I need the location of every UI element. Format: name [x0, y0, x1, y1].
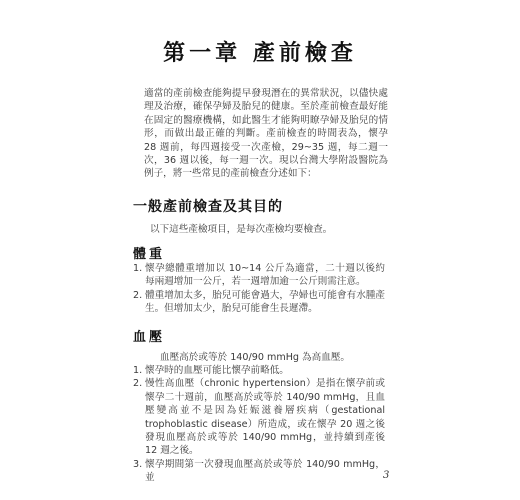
list-number: 1. [133, 365, 143, 376]
page-number: 3 [383, 470, 390, 481]
list-item [133, 364, 385, 377]
list-number: 1. [133, 263, 143, 274]
section-intro: 以下這些產檢項目，是每次產檢均要檢查。 [150, 224, 333, 235]
list-item [133, 262, 385, 289]
list-text: 懷孕總體重增加以 10~14 公斤為適當，二十週以後約每兩週增加一公斤，若一週增加逾一公斤則需注意。 [145, 263, 385, 288]
blood-pressure-list [133, 364, 385, 485]
intro-paragraph: 適當的產前檢查能夠提早發現潛在的異常狀況，以儘快處理及治療，確保孕婦及胎兒的健康。至於產前檢查最好能在固定的醫療機構，如此醫生才能夠明瞭孕婦及胎兒的情形，而做出最正確的判斷。產前檢查的時間表為，懷孕 28 週前，每四週接受一次產檢，29~35 週，每二週一次，36 週以後，每一週一次。現以台灣大學附設醫院為例子，將一些常見的產前檢查分述如下： [144, 88, 388, 180]
weight-heading: 體重 [133, 247, 166, 262]
list-text: 懷孕期間第一次發現血壓高於或等於 140/90 mmHg，並 [145, 458, 385, 484]
chapter-title: 第一章 產前檢查 [163, 40, 357, 66]
list-number: 3. [133, 458, 143, 470]
list-text: 體重增加太多，胎兒可能會過大，孕婦也可能會有水腫產生。但增加太少，胎兒可能會生長遲滯。 [145, 289, 385, 315]
list-number: 2. [133, 378, 143, 390]
weight-list [133, 262, 385, 316]
list-item [133, 458, 385, 485]
list-text: 慢性高血壓（chronic hypertension）是指在懷孕前或懷孕二十週前，血壓高於或等於 140/90 mmHg，且血壓變高並不是因為妊娠滋養層疾病（gestational trophoblastic disease）所造成，或在懷孕 20 週之後發現血壓高於或等於 140/90 mmHg，並持續到產後 12 週之後。 [145, 378, 385, 457]
list-text: 懷孕時的血壓可能比懷孕前略低。 [145, 365, 289, 376]
list-item [133, 377, 385, 457]
list-item [133, 289, 385, 316]
blood-pressure-intro: 血壓高於或等於 140/90 mmHg 為高血壓。 [160, 352, 351, 363]
section-heading: 一般產前檢查及其目的 [133, 199, 283, 215]
blood-pressure-heading: 血壓 [133, 330, 166, 345]
list-number: 2. [133, 289, 143, 301]
